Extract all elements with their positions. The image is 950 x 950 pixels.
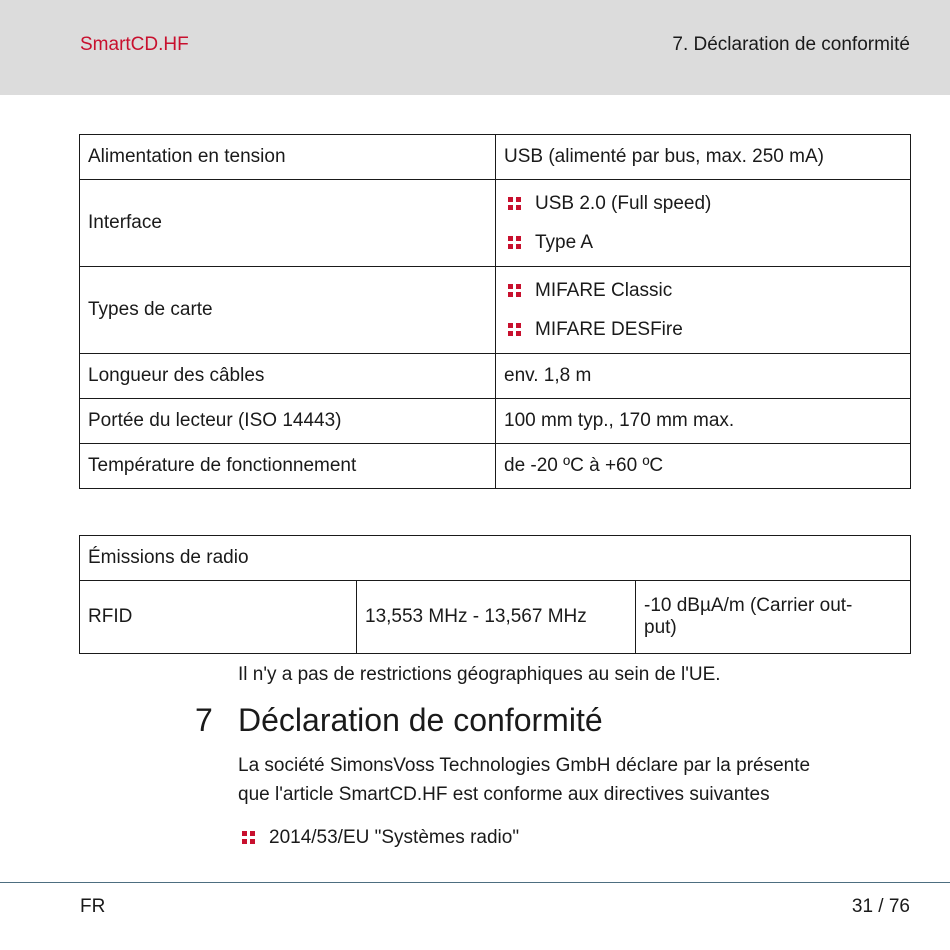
spec-label: Interface — [80, 180, 496, 267]
transmit-power — [636, 581, 911, 654]
spec-label: Température de fonctionnement — [80, 444, 496, 489]
specifications-table — [79, 134, 911, 489]
table-row — [80, 135, 911, 180]
page-header — [0, 0, 950, 95]
spec-value: USB (alimenté par bus, max. 250 mA) — [496, 135, 911, 180]
table-row — [80, 536, 911, 581]
body-line: La société SimonsVoss Technologies GmbH déclare par la présente — [238, 755, 811, 776]
section-body — [238, 751, 898, 809]
list-item — [238, 818, 838, 857]
bullet-list — [504, 271, 902, 349]
radio-emissions-table — [79, 535, 911, 654]
list-item-text: Type A — [535, 232, 594, 253]
spec-value — [496, 267, 911, 354]
list-item — [504, 271, 902, 310]
product-name: SmartCD.HF — [80, 34, 189, 55]
section-number: 7 — [195, 702, 213, 738]
spec-label: Types de carte — [80, 267, 496, 354]
section-title: Déclaration de conformité — [238, 702, 603, 738]
radio-type: RFID — [80, 581, 357, 654]
frequency-band: 13,553 MHz - 13,567 MHz — [357, 581, 636, 654]
spec-value: 100 mm typ., 170 mm max. — [496, 399, 911, 444]
footer-language: FR — [80, 896, 106, 917]
table-row — [80, 267, 911, 354]
list-item-text: MIFARE Classic — [535, 280, 673, 301]
spec-value — [496, 180, 911, 267]
table-row — [80, 444, 911, 489]
spec-value: env. 1,8 m — [496, 354, 911, 399]
transmit-power-line: -10 dBµA/m (Carrier out- — [644, 595, 853, 616]
list-item-text: 2014/53/EU "Systèmes radio" — [269, 827, 520, 848]
spec-label: Portée du lecteur (ISO 14443) — [80, 399, 496, 444]
list-item — [504, 310, 902, 349]
table-row — [80, 354, 911, 399]
page-number: 31 / 76 — [851, 896, 910, 917]
table-row — [80, 399, 911, 444]
table-row — [80, 581, 911, 654]
bullet-icon — [242, 831, 255, 844]
bullet-list — [504, 184, 902, 262]
directive-list — [238, 818, 838, 857]
list-item — [504, 223, 902, 262]
table-row — [80, 180, 911, 267]
spec-label: Longueur des câbles — [80, 354, 496, 399]
list-item-text: USB 2.0 (Full speed) — [535, 193, 712, 214]
chapter-title: 7. Déclaration de conformité — [672, 34, 910, 55]
transmit-power-line: put) — [644, 617, 677, 638]
list-item-text: MIFARE DESFire — [535, 319, 683, 340]
footer-divider — [0, 882, 950, 883]
body-line: que l'article SmartCD.HF est conforme aux directives suivantes — [238, 784, 770, 805]
restriction-note: Il n'y a pas de restrictions géographiques au sein de l'UE. — [238, 664, 721, 685]
list-item — [504, 184, 902, 223]
spec-label: Alimentation en tension — [80, 135, 496, 180]
spec-value: de -20 ºC à +60 ºC — [496, 444, 911, 489]
bullet-icon — [508, 323, 521, 336]
bullet-icon — [508, 236, 521, 249]
bullet-icon — [508, 197, 521, 210]
bullet-icon — [508, 284, 521, 297]
table-heading: Émissions de radio — [80, 536, 911, 581]
